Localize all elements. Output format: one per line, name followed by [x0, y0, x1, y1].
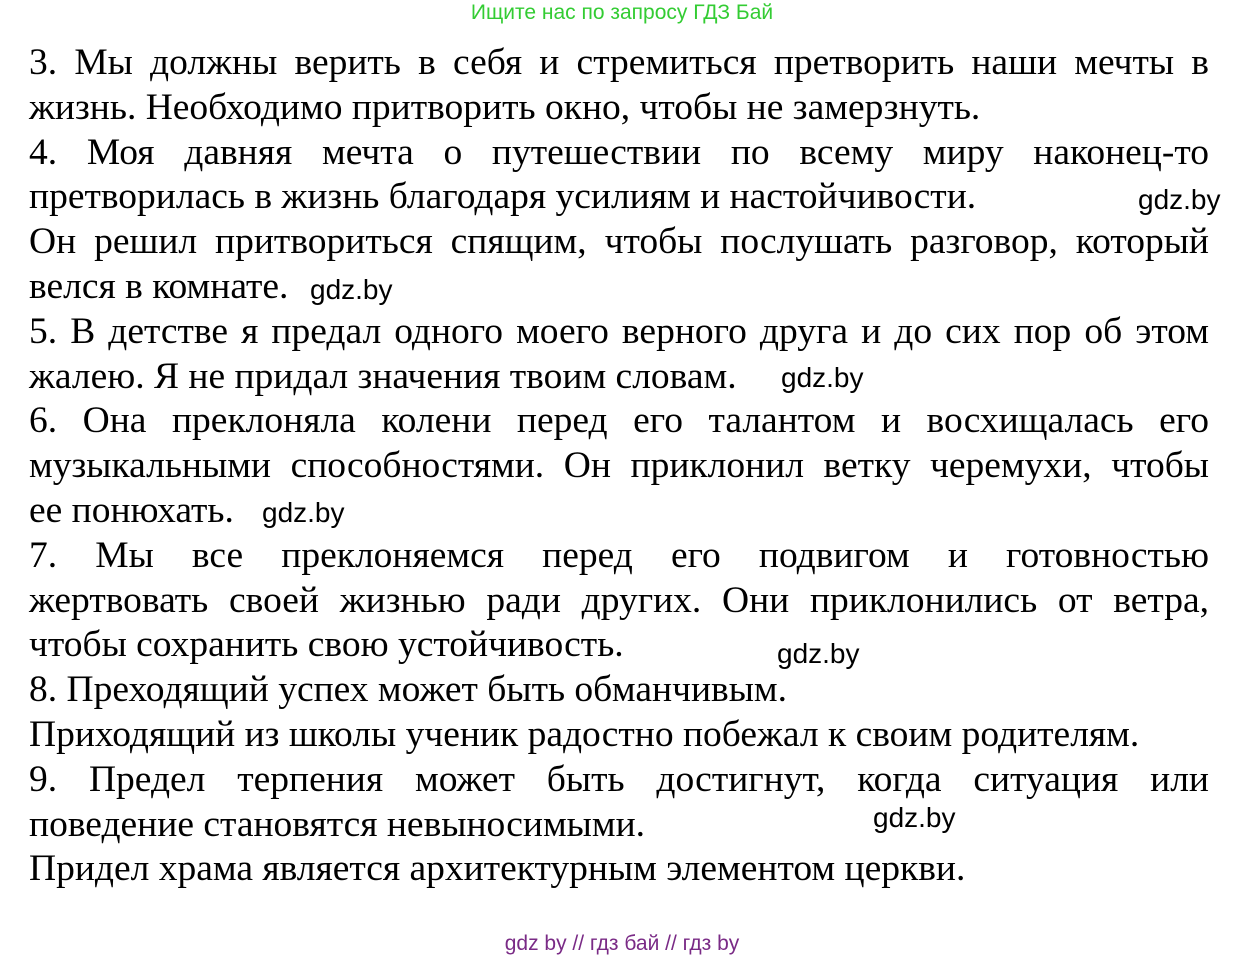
- text-line: Придел храма является архитектурным элементом церкви.: [29, 848, 966, 890]
- footer-links: gdz by // гдз бай // гдз by: [504, 932, 740, 955]
- watermark: gdz.by: [777, 638, 860, 669]
- site-banner: Ищите нас по запросу ГДЗ Бай: [470, 1, 774, 24]
- text-line: Приходящий из школы ученик радостно побежал к своим родителям.: [29, 713, 1140, 755]
- text-line: Он решил притвориться спящим, чтобы послушать разговор, который: [29, 221, 1209, 263]
- text-line: жалею. Я не придал значения твоим словам.: [29, 355, 737, 397]
- text-line: 6. Она преклоняла колени перед его талантом и восхищалась его: [29, 400, 1209, 442]
- text-line: 8. Преходящий успех может быть обманчивым.: [29, 669, 788, 711]
- text-line: 5. В детстве я предал одного моего верного друга и до сих пор об этом: [29, 310, 1209, 352]
- document-text: [29, 41, 1209, 892]
- text-line: 3. Мы должны верить в себя и стремиться претворить наши мечты в: [29, 42, 1209, 83]
- text-line: музыкальными способностями. Он приклонил ветку черемухи, чтобы: [29, 445, 1209, 487]
- text-line: ее понюхать.: [29, 489, 234, 531]
- watermark: gdz.by: [873, 802, 956, 833]
- text-line: жизнь. Необходимо притворить окно, чтобы не замерзнуть.: [29, 86, 981, 128]
- text-line: претворилась в жизнь благодаря усилиям и настойчивости.: [29, 176, 977, 218]
- watermark: gdz.by: [781, 362, 864, 393]
- text-line: велся в комнате.: [29, 265, 289, 307]
- text-line: чтобы сохранить свою устойчивость.: [29, 624, 624, 666]
- watermark: gdz.by: [262, 497, 345, 528]
- text-line: жертвовать своей жизнью ради других. Они приклонились от ветра,: [29, 579, 1209, 621]
- text-line: 7. Мы все преклоняемся перед его подвигом и готовностью: [29, 534, 1209, 576]
- watermark: gdz.by: [1138, 184, 1221, 215]
- watermark: gdz.by: [310, 274, 393, 305]
- text-line: 9. Предел терпения может быть достигнут, когда ситуация или: [29, 758, 1209, 800]
- text-line: поведение становятся невыносимыми.: [29, 803, 646, 845]
- text-line: 4. Моя давняя мечта о путешествии по всему миру наконец-то: [29, 131, 1209, 173]
